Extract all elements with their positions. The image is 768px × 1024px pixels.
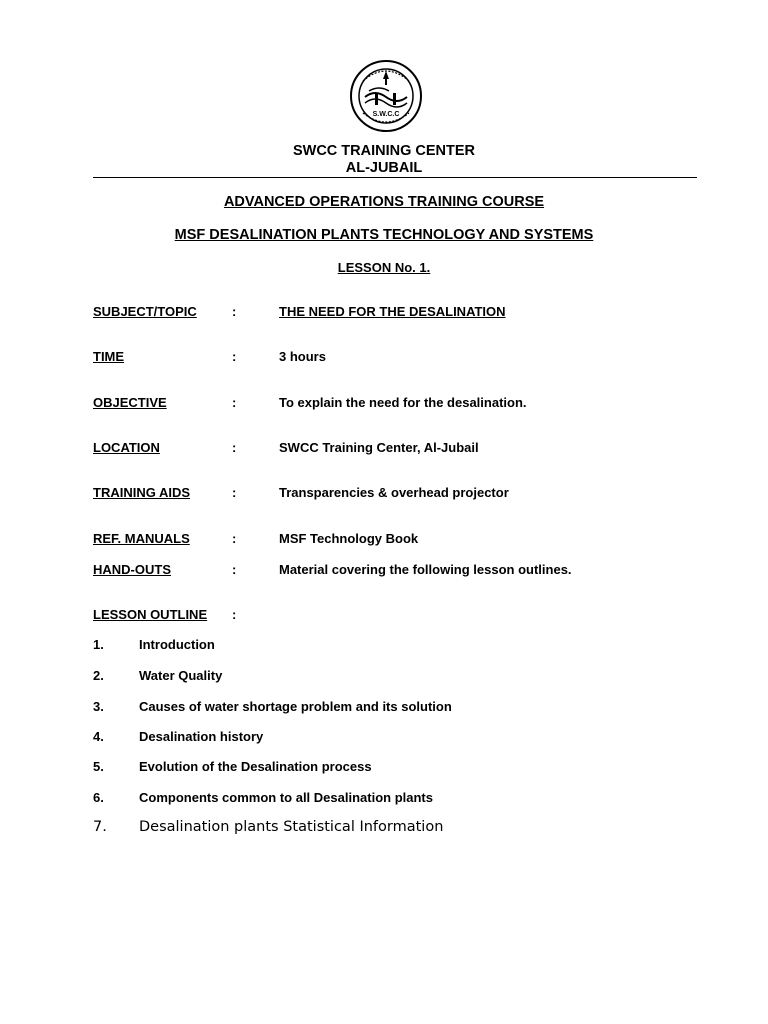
- header-divider: [93, 177, 697, 178]
- field-label: SUBJECT/TOPIC: [93, 304, 197, 319]
- course-subtitle: MSF DESALINATION PLANTS TECHNOLOGY AND SYSTEMS: [174, 227, 594, 243]
- lesson-outline-heading: [93, 607, 237, 622]
- swcc-seal-icon: [349, 59, 423, 133]
- outline-item-number: 1.: [93, 637, 104, 652]
- city-name: AL-JUBAIL: [345, 160, 423, 176]
- field-row-time: [0, 349, 768, 367]
- outline-item-number: 7.: [93, 819, 107, 835]
- field-label: HAND-OUTS: [93, 562, 171, 577]
- field-label: TRAINING AIDS: [93, 485, 191, 500]
- outline-item-text: Evolution of the Desalination process: [139, 759, 372, 774]
- course-title: ADVANCED OPERATIONS TRAINING COURSE: [223, 194, 545, 210]
- seal-text: S.W.C.C: [372, 111, 400, 118]
- outline-item-text: Desalination history: [139, 729, 264, 744]
- field-colon: :: [232, 440, 237, 455]
- outline-item: [0, 819, 768, 837]
- field-colon: :: [232, 562, 237, 577]
- outline-item-text: Introduction: [139, 637, 215, 652]
- field-row-hand-outs: [0, 562, 768, 580]
- lesson-outline-colon: :: [232, 607, 237, 622]
- field-label: LOCATION: [93, 440, 160, 455]
- outline-item-text: Causes of water shortage problem and its solution: [139, 699, 452, 714]
- field-value: MSF Technology Book: [279, 531, 419, 546]
- outline-item-number: 5.: [93, 759, 104, 774]
- outline-item-text: Components common to all Desalination plants: [139, 790, 433, 805]
- field-label: TIME: [93, 349, 125, 364]
- field-label: REF. MANUALS: [93, 531, 190, 546]
- field-row-training-aids: [0, 485, 768, 503]
- outline-item: [0, 759, 768, 777]
- field-row-subject: [0, 304, 768, 322]
- outline-item-number: 3.: [93, 699, 104, 714]
- field-row-location: [0, 440, 768, 458]
- field-value: 3 hours: [279, 349, 326, 364]
- field-row-ref-manuals: [0, 531, 768, 549]
- outline-item: [0, 637, 768, 655]
- outline-item-text: Desalination plants Statistical Information: [139, 819, 444, 835]
- outline-item: [0, 790, 768, 808]
- outline-item-text: Water Quality: [139, 668, 223, 683]
- outline-item-number: 6.: [93, 790, 104, 805]
- outline-item: [0, 729, 768, 747]
- field-colon: :: [232, 531, 237, 546]
- field-row-objective: [0, 395, 768, 413]
- field-colon: :: [232, 485, 237, 500]
- outline-item: [0, 699, 768, 717]
- center-name: SWCC TRAINING CENTER: [292, 143, 476, 159]
- field-colon: :: [232, 395, 237, 410]
- field-value: THE NEED FOR THE DESALINATION: [279, 304, 506, 319]
- outline-item: [0, 668, 768, 686]
- outline-item-number: 4.: [93, 729, 104, 744]
- field-value: SWCC Training Center, Al-Jubail: [279, 440, 479, 455]
- outline-item-number: 2.: [93, 668, 104, 683]
- field-label: OBJECTIVE: [93, 395, 167, 410]
- lesson-number: LESSON No. 1.: [337, 260, 431, 275]
- field-colon: :: [232, 349, 237, 364]
- lesson-outline-label: LESSON OUTLINE: [93, 607, 208, 622]
- field-value: Material covering the following lesson outlines.: [279, 562, 572, 577]
- field-colon: :: [232, 304, 237, 319]
- field-value: Transparencies & overhead projector: [279, 485, 509, 500]
- field-value: To explain the need for the desalination.: [279, 395, 527, 410]
